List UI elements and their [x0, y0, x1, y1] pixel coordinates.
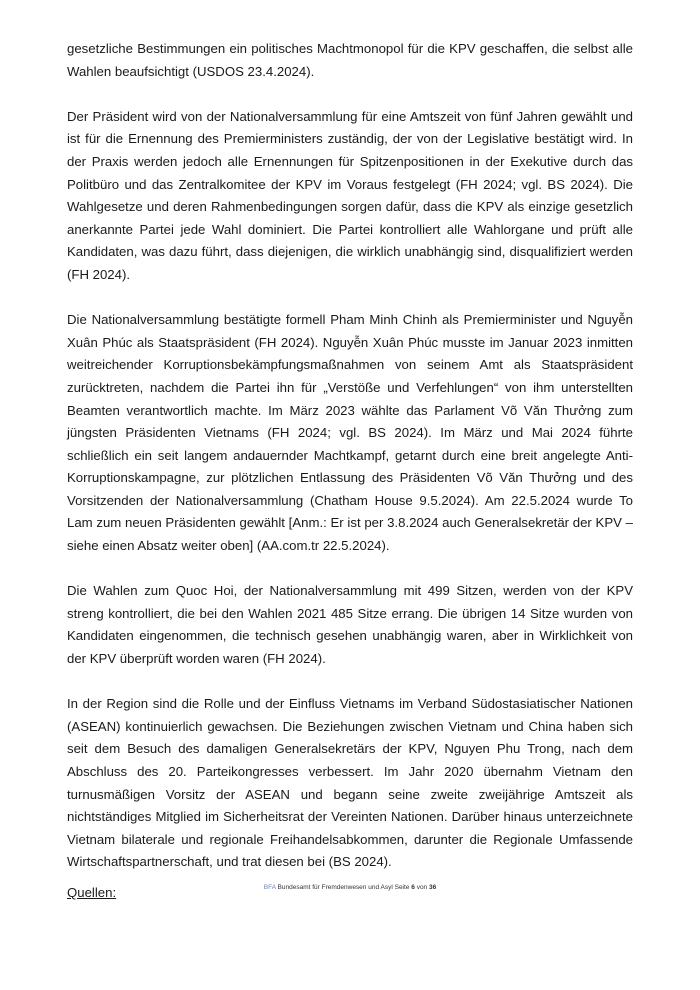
paragraph-president-appointment: Der Präsident wird von der Nationalversammlung für eine Amtszeit von fünf Jahren gewählt und ist für die Ernennung des Premierministers zuständig, der von der Legislative bestätigt wird. In der Praxis werden jedoch alle Ernennungen für Spitzenpositionen in der Exekutive durch das Politbüro und das Zentralkomitee der KPV im Voraus festgelegt (FH 2024; vgl. BS 2024). Die Wahlgesetze und deren Rahmenbedingungen sorgen dafür, dass die KPV als einzige gesetzlich anerkannte Partei jede Wahl dominiert. Die Partei kontrolliert alle Wahlorgane und prüft alle Kandidaten, was dazu führt, dass diejenigen, die wirklich unabhängig sind, disqualifiziert werden (FH 2024). [67, 108, 633, 282]
paragraph-leadership-changes: Die Nationalversammlung bestätigte formell Pham Minh Chinh als Premierminister und Nguyễn Xuân Phúc als Staatspräsident (FH 2024). Nguyễn Xuân Phúc musste im Januar 2023 inmitten weitreichender Korruptionsbekämpfungsmaßnahmen von seinem Amt als Staatspräsident zurücktreten, nachdem die Partei ihn für „Verstöße und Verfehlungen“ von ihm unterstellten Beamten verantwortlich machte. Im März 2023 wählte das Parlament Võ Văn Thưởng zum jüngsten Präsidenten Vietnams (FH 2024; vgl. BS 2024). Im März und Mai 2024 führte schließlich ein seit langem andauernder Machtkampf, getarnt durch eine breit angelegte Anti-Korruptionskampagne, zur plötzlichen Entlassung des Präsidenten Võ Văn Thưởng und des Vorsitzenden der Nationalversammlung (Chatham House 9.5.2024). Am 22.5.2024 wurde To Lam zum neuen Präsidenten gewählt [Anm.: Er ist per 3.8.2024 auch Generalsekretär der KPV – siehe einen Absatz weiter oben] (AA.com.tr 22.5.2024). [67, 312, 633, 554]
footer-brand-logo: BFA [263, 884, 276, 891]
footer-page-total: 36 [428, 884, 437, 891]
footer-page-of: von [416, 884, 428, 891]
paragraph-regional-role: In der Region sind die Rolle und der Einfluss Vietnams im Verband Südostasiatischer Nationen (ASEAN) kontinuierlich gewachsen. Die Beziehungen zwischen Vietnam und China haben sich seit dem Besuch des damaligen Generalsekretärs der KPV, Nguyen Phu Trong, nach dem Abschluss des 20. Parteikongresses verbessert. Im Jahr 2020 übernahm Vietnam den turnusmäßigen Vorsitz der ASEAN und begann seine zweite zweijährige Amtszeit als nichtständiges Mitglied im Sicherheitsrat der Vereinten Nationen. Darüber hinaus unterzeichnete Vietnam bilaterale und regionale Freihandelsabkommen, darunter die Regionale Umfassende Wirtschaftspartnerschaft, und trat diesen bei (BS 2024). [67, 696, 633, 870]
sources-heading: Quellen: [67, 884, 117, 900]
document-page [67, 38, 633, 905]
paragraph-national-assembly-elections: Die Wahlen zum Quoc Hoi, der Nationalversammlung mit 499 Sitzen, werden von der KPV streng kontrolliert, die bei den Wahlen 2021 485 Sitze errang. Die übrigen 14 Sitze wurden von Kandidaten eingenommen, die technisch gesehen unabhängig waren, aber in Wirklichkeit von der KPV überprüft worden waren (FH 2024). [67, 583, 633, 667]
footer-page-current: 6 [411, 884, 415, 891]
page-footer [0, 884, 700, 891]
footer-page-word: Seite [394, 884, 410, 891]
paragraph-elections-monopoly: gesetzliche Bestimmungen ein politisches Machtmonopol für die KPV geschaffen, die selbst alle Wahlen beaufsichtigt (USDOS 23.4.2024). [67, 41, 633, 79]
footer-agency-name: Bundesamt für Fremdenwesen und Asyl [277, 884, 393, 891]
